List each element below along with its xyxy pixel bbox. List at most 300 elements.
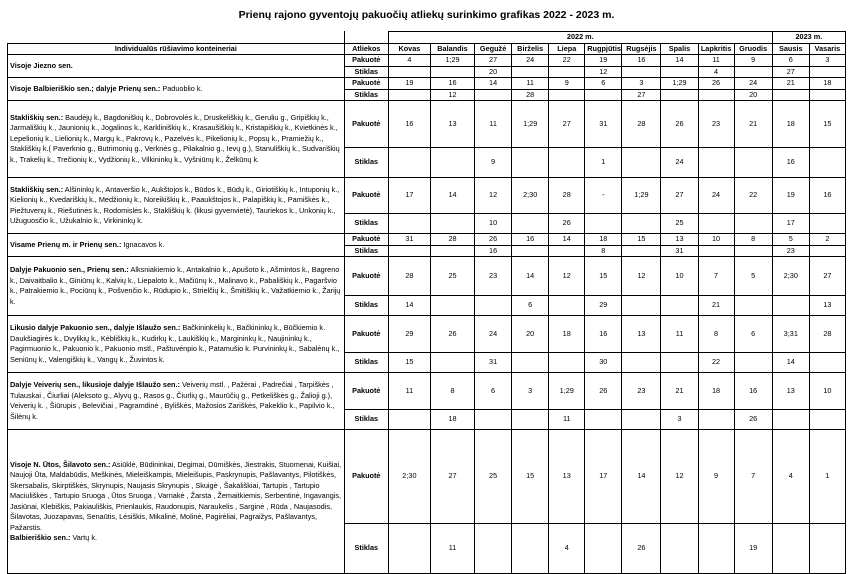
- collection-date-cell: 4: [772, 430, 809, 524]
- collection-date-cell: 13: [430, 101, 474, 148]
- area-description: [8, 101, 345, 178]
- collection-date-cell: 10: [698, 234, 734, 246]
- area-villages: Paduoblio k.: [160, 83, 203, 93]
- collection-date-cell: 28: [622, 101, 661, 148]
- month-header: Vasaris: [809, 43, 845, 55]
- collection-date-cell: 27: [809, 257, 845, 296]
- collection-date-cell: [622, 245, 661, 257]
- collection-date-cell: [512, 66, 549, 78]
- area-label: Stakliškių sen.:: [10, 184, 64, 194]
- collection-date-cell: 3: [809, 55, 845, 67]
- collection-date-cell: 11: [661, 316, 698, 353]
- collection-date-cell: 13: [622, 316, 661, 353]
- collection-date-cell: 7: [698, 257, 734, 296]
- collection-date-cell: [430, 245, 474, 257]
- collection-date-cell: 10: [661, 257, 698, 296]
- collection-date-cell: 9: [698, 430, 734, 524]
- waste-type: Pakuotė: [344, 373, 388, 410]
- waste-type: Pakuotė: [344, 234, 388, 246]
- collection-date-cell: 25: [661, 214, 698, 234]
- table-row: [8, 373, 846, 410]
- collection-date-cell: [512, 245, 549, 257]
- column-header-row: [8, 43, 846, 55]
- collection-date-cell: 24: [698, 178, 734, 214]
- containers-column-header: Individualūs rūšiavimo konteineriai: [8, 43, 345, 55]
- collection-date-cell: [622, 353, 661, 373]
- collection-date-cell: [549, 89, 585, 101]
- collection-date-cell: 27: [430, 430, 474, 524]
- collection-date-cell: 16: [772, 148, 809, 178]
- collection-date-cell: [772, 410, 809, 430]
- collection-date-cell: 13: [661, 234, 698, 246]
- collection-date-cell: 1;29: [549, 373, 585, 410]
- collection-date-cell: 18: [809, 78, 845, 90]
- collection-date-cell: [549, 66, 585, 78]
- collection-date-cell: [661, 66, 698, 78]
- collection-date-cell: [734, 353, 772, 373]
- year-header-row: [8, 32, 846, 44]
- collection-date-cell: 20: [734, 89, 772, 101]
- collection-date-cell: 11: [698, 55, 734, 67]
- collection-date-cell: 8: [698, 316, 734, 353]
- collection-date-cell: 19: [772, 178, 809, 214]
- collection-date-cell: [549, 245, 585, 257]
- collection-date-cell: [430, 214, 474, 234]
- area-description: [8, 55, 345, 78]
- collection-date-cell: [475, 410, 512, 430]
- collection-date-cell: [475, 524, 512, 574]
- month-header: Rugsėjis: [622, 43, 661, 55]
- collection-date-cell: 27: [475, 55, 512, 67]
- collection-date-cell: [622, 214, 661, 234]
- collection-date-cell: [388, 245, 430, 257]
- collection-date-cell: [809, 353, 845, 373]
- collection-date-cell: 24: [734, 78, 772, 90]
- collection-date-cell: [809, 66, 845, 78]
- collection-date-cell: 15: [622, 234, 661, 246]
- collection-date-cell: 3;31: [772, 316, 809, 353]
- collection-date-cell: 9: [734, 55, 772, 67]
- area-description: [8, 78, 345, 101]
- collection-date-cell: 1;29: [661, 78, 698, 90]
- collection-date-cell: [809, 214, 845, 234]
- collection-date-cell: 13: [809, 296, 845, 316]
- collection-date-cell: 16: [475, 245, 512, 257]
- waste-type: Pakuotė: [344, 178, 388, 214]
- collection-date-cell: 14: [622, 430, 661, 524]
- collection-date-cell: [388, 66, 430, 78]
- collection-date-cell: 11: [549, 410, 585, 430]
- area-label: Stakliškių sen.:: [10, 112, 64, 122]
- collection-date-cell: 26: [734, 410, 772, 430]
- collection-date-cell: 8: [734, 234, 772, 246]
- collection-date-cell: [549, 296, 585, 316]
- schedule-body: [8, 55, 846, 574]
- collection-date-cell: 1: [809, 430, 845, 524]
- collection-date-cell: 22: [698, 353, 734, 373]
- collection-date-cell: [388, 410, 430, 430]
- area-paragraph: [10, 380, 342, 422]
- collection-date-cell: [661, 296, 698, 316]
- collection-date-cell: [734, 245, 772, 257]
- area-paragraph: [10, 460, 342, 534]
- collection-date-cell: 23: [622, 373, 661, 410]
- year-2022-header: 2022 m.: [388, 32, 772, 44]
- collection-date-cell: 12: [585, 66, 622, 78]
- collection-date-cell: 10: [475, 214, 512, 234]
- collection-date-cell: [734, 296, 772, 316]
- waste-type: Stiklas: [344, 296, 388, 316]
- collection-date-cell: 11: [388, 373, 430, 410]
- area-label: Likusio dalyje Pakuonio sen., dalyje Išlaužo sen.:: [10, 323, 181, 332]
- collection-date-cell: 2;30: [388, 430, 430, 524]
- collection-date-cell: 27: [622, 89, 661, 101]
- collection-date-cell: [661, 353, 698, 373]
- waste-type: Pakuotė: [344, 101, 388, 148]
- collection-date-cell: 14: [512, 257, 549, 296]
- collection-date-cell: 2;30: [772, 257, 809, 296]
- collection-date-cell: 16: [512, 234, 549, 246]
- area-paragraph: [10, 240, 342, 251]
- collection-date-cell: 16: [809, 178, 845, 214]
- waste-type: Stiklas: [344, 89, 388, 101]
- collection-date-cell: 18: [772, 101, 809, 148]
- collection-date-cell: 5: [734, 257, 772, 296]
- collection-date-cell: 1;29: [430, 55, 474, 67]
- collection-date-cell: 20: [512, 316, 549, 353]
- area-label: Visame Prienų m. ir Prienų sen.:: [10, 239, 122, 249]
- collection-date-cell: [388, 148, 430, 178]
- collection-date-cell: [622, 296, 661, 316]
- collection-date-cell: 1;29: [622, 178, 661, 214]
- collection-date-cell: 26: [475, 234, 512, 246]
- area-villages: Vartų k.: [70, 533, 98, 542]
- month-header: Sausis: [772, 43, 809, 55]
- collection-date-cell: 18: [585, 234, 622, 246]
- collection-date-cell: 21: [698, 296, 734, 316]
- collection-date-cell: 21: [661, 373, 698, 410]
- collection-date-cell: [585, 89, 622, 101]
- collection-date-cell: 26: [698, 78, 734, 90]
- collection-date-cell: 19: [585, 55, 622, 67]
- collection-date-cell: 17: [388, 178, 430, 214]
- month-header: Spalis: [661, 43, 698, 55]
- month-header: Birželis: [512, 43, 549, 55]
- collection-date-cell: 25: [475, 430, 512, 524]
- table-row: [8, 101, 846, 148]
- collection-date-cell: 16: [734, 373, 772, 410]
- collection-date-cell: 4: [549, 524, 585, 574]
- collection-date-cell: [585, 410, 622, 430]
- table-row: [8, 178, 846, 214]
- collection-date-cell: [512, 524, 549, 574]
- collection-date-cell: [661, 524, 698, 574]
- collection-date-cell: 23: [475, 257, 512, 296]
- collection-date-cell: [388, 524, 430, 574]
- waste-type: Pakuotė: [344, 55, 388, 67]
- collection-date-cell: 27: [549, 101, 585, 148]
- collection-date-cell: 21: [772, 78, 809, 90]
- waste-type: Pakuotė: [344, 78, 388, 90]
- collection-date-cell: 29: [585, 296, 622, 316]
- table-row: [8, 430, 846, 524]
- area-description: [8, 316, 345, 373]
- collection-date-cell: [430, 353, 474, 373]
- collection-date-cell: [772, 524, 809, 574]
- collection-date-cell: [809, 148, 845, 178]
- collection-date-cell: [622, 66, 661, 78]
- collection-date-cell: 21: [734, 101, 772, 148]
- area-description: [8, 373, 345, 430]
- collection-date-cell: [698, 245, 734, 257]
- waste-type: Stiklas: [344, 214, 388, 234]
- area-paragraph: [10, 185, 342, 227]
- collection-date-cell: 30: [585, 353, 622, 373]
- collection-date-cell: [809, 245, 845, 257]
- collection-date-cell: 26: [430, 316, 474, 353]
- collection-date-cell: [734, 214, 772, 234]
- collection-date-cell: 14: [388, 296, 430, 316]
- collection-date-cell: [388, 214, 430, 234]
- collection-date-cell: [772, 296, 809, 316]
- collection-date-cell: [585, 524, 622, 574]
- collection-date-cell: 16: [388, 101, 430, 148]
- collection-schedule-table: [7, 31, 846, 574]
- waste-type: Pakuotė: [344, 316, 388, 353]
- collection-date-cell: 14: [661, 55, 698, 67]
- collection-date-cell: 15: [585, 257, 622, 296]
- collection-date-cell: 14: [475, 78, 512, 90]
- collection-date-cell: 6: [772, 55, 809, 67]
- collection-date-cell: [772, 89, 809, 101]
- collection-date-cell: 1;29: [512, 101, 549, 148]
- collection-date-cell: [809, 524, 845, 574]
- area-villages: Baudėjų k., Bagdoniškių k., Dobrovolės k., Druskeliškių k., Geruliu g., Gripiškių k., Jarmališkių k., Jaunionių k., Jogalinos k., Karkliniškių k., Krasaušiškių k., Kristapiškių k., Kvietkinės k., Lepelionių k., Lielionių k., Margų k., Pakrovų k., Pazelvės k., Pikelionių k., Popsų k., Pramiežių k., Stakliškių k.( Paverknio g., Butrimonių g., Verknės g., Pilakalnio g., Ievų g.), Stanuliškių k., Sudvariškių k., Trakelių k., Trečionių k., Vydžionių k., Vilkininkų k., Vyšniūnų k., Želkūnų k.: [10, 112, 340, 164]
- waste-type: Pakuotė: [344, 257, 388, 296]
- collection-date-cell: 28: [809, 316, 845, 353]
- collection-date-cell: [430, 66, 474, 78]
- table-row: [8, 316, 846, 353]
- collection-date-cell: -: [585, 178, 622, 214]
- waste-type: Stiklas: [344, 245, 388, 257]
- collection-date-cell: 4: [698, 66, 734, 78]
- table-row: [8, 55, 846, 67]
- area-description: [8, 234, 345, 257]
- area-label: Visoje Balbieriškio sen.; dalyje Prienų sen.:: [10, 83, 161, 93]
- waste-type: Pakuotė: [344, 430, 388, 524]
- collection-date-cell: 5: [772, 234, 809, 246]
- year-2023-header: 2023 m.: [772, 32, 845, 44]
- collection-date-cell: [512, 353, 549, 373]
- area-villages: Veiverių mstl. , Pažėrai , Padrečiai , Tarpiškės , Tulauskai , Čiurliai (Aleksoto g., Alyvų g., Rasos g., Čiurlių g., Maurūčių g., Petkeliškės g., Žalioji g.), Veiverių k. , Šiūrupis , Belevičiai , Pagramdinė , Byliškės, Mažosios Zariškės, Pakeklio k., Papilvio k., Šilėnų k.: [10, 380, 335, 421]
- collection-date-cell: [698, 148, 734, 178]
- area-label: Balbieriškio sen.:: [10, 533, 71, 542]
- collection-date-cell: 15: [512, 430, 549, 524]
- collection-date-cell: 28: [388, 257, 430, 296]
- month-header: Gegužė: [475, 43, 512, 55]
- collection-date-cell: [661, 89, 698, 101]
- collection-date-cell: [475, 89, 512, 101]
- collection-date-cell: 2;30: [512, 178, 549, 214]
- collection-date-cell: [809, 410, 845, 430]
- month-header: Rugpjūtis: [585, 43, 622, 55]
- collection-date-cell: 11: [475, 101, 512, 148]
- collection-date-cell: 31: [585, 101, 622, 148]
- collection-date-cell: 18: [549, 316, 585, 353]
- area-paragraph: [10, 265, 342, 307]
- area-paragraph: [10, 323, 342, 365]
- month-header: Gruodis: [734, 43, 772, 55]
- collection-date-cell: 28: [430, 234, 474, 246]
- collection-date-cell: 20: [475, 66, 512, 78]
- collection-date-cell: 12: [622, 257, 661, 296]
- area-villages: Alksniakiemio k., Antakalnio k., Apušoto k., Ašmintos k., Bagreno k., Daivaitbalio k., Giniūnų k., Kalvių k., Liepaloto k., Mačiūnų k., Malinavo k., Pabališkių k., Pagaršvio k., Patrakiemio k., Pociūnų k., Pošvenčio k., Rūdupio k., Strielčių k., Šmitiškių k., Važatkiemio k., Žarijų k.: [10, 265, 341, 306]
- waste-type: Stiklas: [344, 353, 388, 373]
- area-villages: Alšininkų k., Antaveršio k., Aukštojos k., Būdos k., Būdų k., Giriotiškių k., Intuponių k., Kielionių k., Kvedariškių k., Medžionių k., Noreikiškių k., Paaukštojos k., Palapiškių k., Pamiškės k., Piežtuvenų k., Riešutinės k., Rodomislės k., Stakliškių k. (likusi gyvenvietė), Tauriekos k., Unkonių k., Užuguosčio k., Užukalnio k., Virkininkų k.: [10, 184, 340, 225]
- waste-type: Stiklas: [344, 66, 388, 78]
- waste-type: Stiklas: [344, 524, 388, 574]
- month-header: Liepa: [549, 43, 585, 55]
- collection-date-cell: 3: [622, 78, 661, 90]
- collection-date-cell: 9: [549, 78, 585, 90]
- collection-date-cell: 11: [512, 78, 549, 90]
- collection-date-cell: [512, 148, 549, 178]
- area-label: Visoje Jiezno sen.: [10, 60, 73, 70]
- collection-date-cell: 25: [430, 257, 474, 296]
- collection-date-cell: [734, 148, 772, 178]
- area-label: Dalyje Veiverių sen., likusioje dalyje Išlaužo sen.:: [10, 380, 180, 389]
- collection-date-cell: 23: [698, 101, 734, 148]
- area-description: [8, 178, 345, 234]
- collection-date-cell: 17: [772, 214, 809, 234]
- collection-date-cell: 13: [549, 430, 585, 524]
- collection-date-cell: 12: [549, 257, 585, 296]
- collection-date-cell: 4: [388, 55, 430, 67]
- collection-date-cell: 18: [698, 373, 734, 410]
- table-row: [8, 78, 846, 90]
- collection-date-cell: 6: [475, 373, 512, 410]
- collection-date-cell: 9: [475, 148, 512, 178]
- collection-date-cell: 14: [430, 178, 474, 214]
- area-description: [8, 257, 345, 316]
- collection-date-cell: 6: [734, 316, 772, 353]
- collection-date-cell: 16: [622, 55, 661, 67]
- collection-date-cell: 11: [430, 524, 474, 574]
- collection-date-cell: 18: [430, 410, 474, 430]
- waste-type: Stiklas: [344, 148, 388, 178]
- area-villages: Ignacavos k.: [121, 239, 165, 249]
- collection-date-cell: [549, 353, 585, 373]
- collection-date-cell: 3: [661, 410, 698, 430]
- collection-date-cell: 24: [512, 55, 549, 67]
- collection-date-cell: 27: [772, 66, 809, 78]
- collection-date-cell: 1: [585, 148, 622, 178]
- collection-date-cell: 7: [734, 430, 772, 524]
- collection-date-cell: [512, 410, 549, 430]
- collection-date-cell: 22: [734, 178, 772, 214]
- collection-date-cell: 26: [661, 101, 698, 148]
- collection-date-cell: [430, 148, 474, 178]
- area-description: [8, 430, 345, 574]
- area-paragraph: [10, 533, 342, 544]
- area-villages: Asiūklė, Būdininkai, Degimai, Dūmiškės, Jiestrakis, Stuomenai, Kuišiai, Naujoji Ūta, Maldabūdis, Meškinės, Mieleiškampis, Mieleišupis, Paskrynupis, Pašlavantys, Pilotiškės, Skersabalis, Skirptiškės, Skrynupis, Naujasis Skrynupis , Skuigė , Šakališkiai, Tartupis , Tartupio Maciuliškės , Tartupio Sruoga , Ūtos Sruoga , Varnakė , Žarsta , Žemaitkiemis, Serbentinė, Ingavangis, Jasiūnai, Klebiškis, Pakiauliškis, Prienlaukis, Raudonupis, Naraukelis , Sarginė , Rūda , Naujasodis, Šilavotas, Juozapavas, Senaūtis, Lėsiškis, Mikalinė, Molinė, Pagirėliai, Pagraižys, Pašlavantys, Pažarstis.: [10, 459, 342, 532]
- collection-date-cell: 19: [734, 524, 772, 574]
- collection-date-cell: 8: [430, 373, 474, 410]
- blank-header-cell: [8, 32, 345, 44]
- collection-date-cell: 27: [661, 178, 698, 214]
- collection-date-cell: 10: [809, 373, 845, 410]
- collection-date-cell: [430, 296, 474, 316]
- collection-date-cell: [388, 89, 430, 101]
- collection-date-cell: [585, 214, 622, 234]
- month-header: Kovas: [388, 43, 430, 55]
- collection-date-cell: 12: [430, 89, 474, 101]
- collection-date-cell: 22: [549, 55, 585, 67]
- area-villages: Bačkininkėlių k., Bačkininkų k., Būčkiemio k. Daukšiagirės k., Dvylikių k., Kėbliškių k., Kudirkų k., Laukiškių k., Margininkų k., Naujininkų k., Pagirmuonio k., Pakuonio k., Pakuonio mstl., Paštuvėnpio k., Patamušio k. Purvininkų k., Sabalėnų k., Seniūnų k., Valengiškių k., Vangų k., Žuvintos k.: [10, 323, 340, 364]
- collection-date-cell: 26: [549, 214, 585, 234]
- collection-date-cell: 19: [388, 78, 430, 90]
- collection-date-cell: [475, 296, 512, 316]
- month-header: Balandis: [430, 43, 474, 55]
- collection-date-cell: 15: [809, 101, 845, 148]
- collection-date-cell: [622, 148, 661, 178]
- collection-date-cell: [622, 410, 661, 430]
- collection-date-cell: 14: [549, 234, 585, 246]
- collection-date-cell: 13: [772, 373, 809, 410]
- table-row: [8, 257, 846, 296]
- collection-date-cell: 15: [388, 353, 430, 373]
- area-label: Dalyje Pakuonio sen., Prienų sen.:: [10, 265, 129, 274]
- collection-date-cell: 12: [661, 430, 698, 524]
- collection-date-cell: [698, 410, 734, 430]
- area-paragraph: [10, 84, 342, 95]
- collection-date-cell: 31: [475, 353, 512, 373]
- collection-date-cell: 29: [388, 316, 430, 353]
- collection-date-cell: [734, 66, 772, 78]
- collection-date-cell: [549, 148, 585, 178]
- collection-date-cell: 26: [585, 373, 622, 410]
- waste-type: Stiklas: [344, 410, 388, 430]
- collection-date-cell: 3: [512, 373, 549, 410]
- area-paragraph: [10, 61, 342, 72]
- blank-header-cell: [344, 32, 388, 44]
- collection-date-cell: 28: [549, 178, 585, 214]
- collection-date-cell: 24: [475, 316, 512, 353]
- collection-date-cell: [809, 89, 845, 101]
- collection-date-cell: 16: [430, 78, 474, 90]
- collection-date-cell: 6: [512, 296, 549, 316]
- collection-date-cell: 8: [585, 245, 622, 257]
- collection-date-cell: [698, 89, 734, 101]
- month-header: Lapkritis: [698, 43, 734, 55]
- collection-date-cell: 31: [388, 234, 430, 246]
- page-title: Prienų rajono gyventojų pakuočių atliekų surinkimo grafikas 2022 - 2023 m.: [238, 9, 615, 21]
- area-label: Visoje N. Ūtos, Šilavoto sen.:: [10, 459, 111, 469]
- collection-date-cell: 2: [809, 234, 845, 246]
- collection-date-cell: 14: [772, 353, 809, 373]
- waste-column-header: Atliekos: [344, 43, 388, 55]
- collection-date-cell: [512, 214, 549, 234]
- collection-date-cell: 24: [661, 148, 698, 178]
- collection-date-cell: 17: [585, 430, 622, 524]
- collection-date-cell: 23: [772, 245, 809, 257]
- collection-date-cell: 28: [512, 89, 549, 101]
- collection-date-cell: [698, 524, 734, 574]
- collection-date-cell: 31: [661, 245, 698, 257]
- collection-date-cell: 26: [622, 524, 661, 574]
- table-row: [8, 234, 846, 246]
- collection-date-cell: 6: [585, 78, 622, 90]
